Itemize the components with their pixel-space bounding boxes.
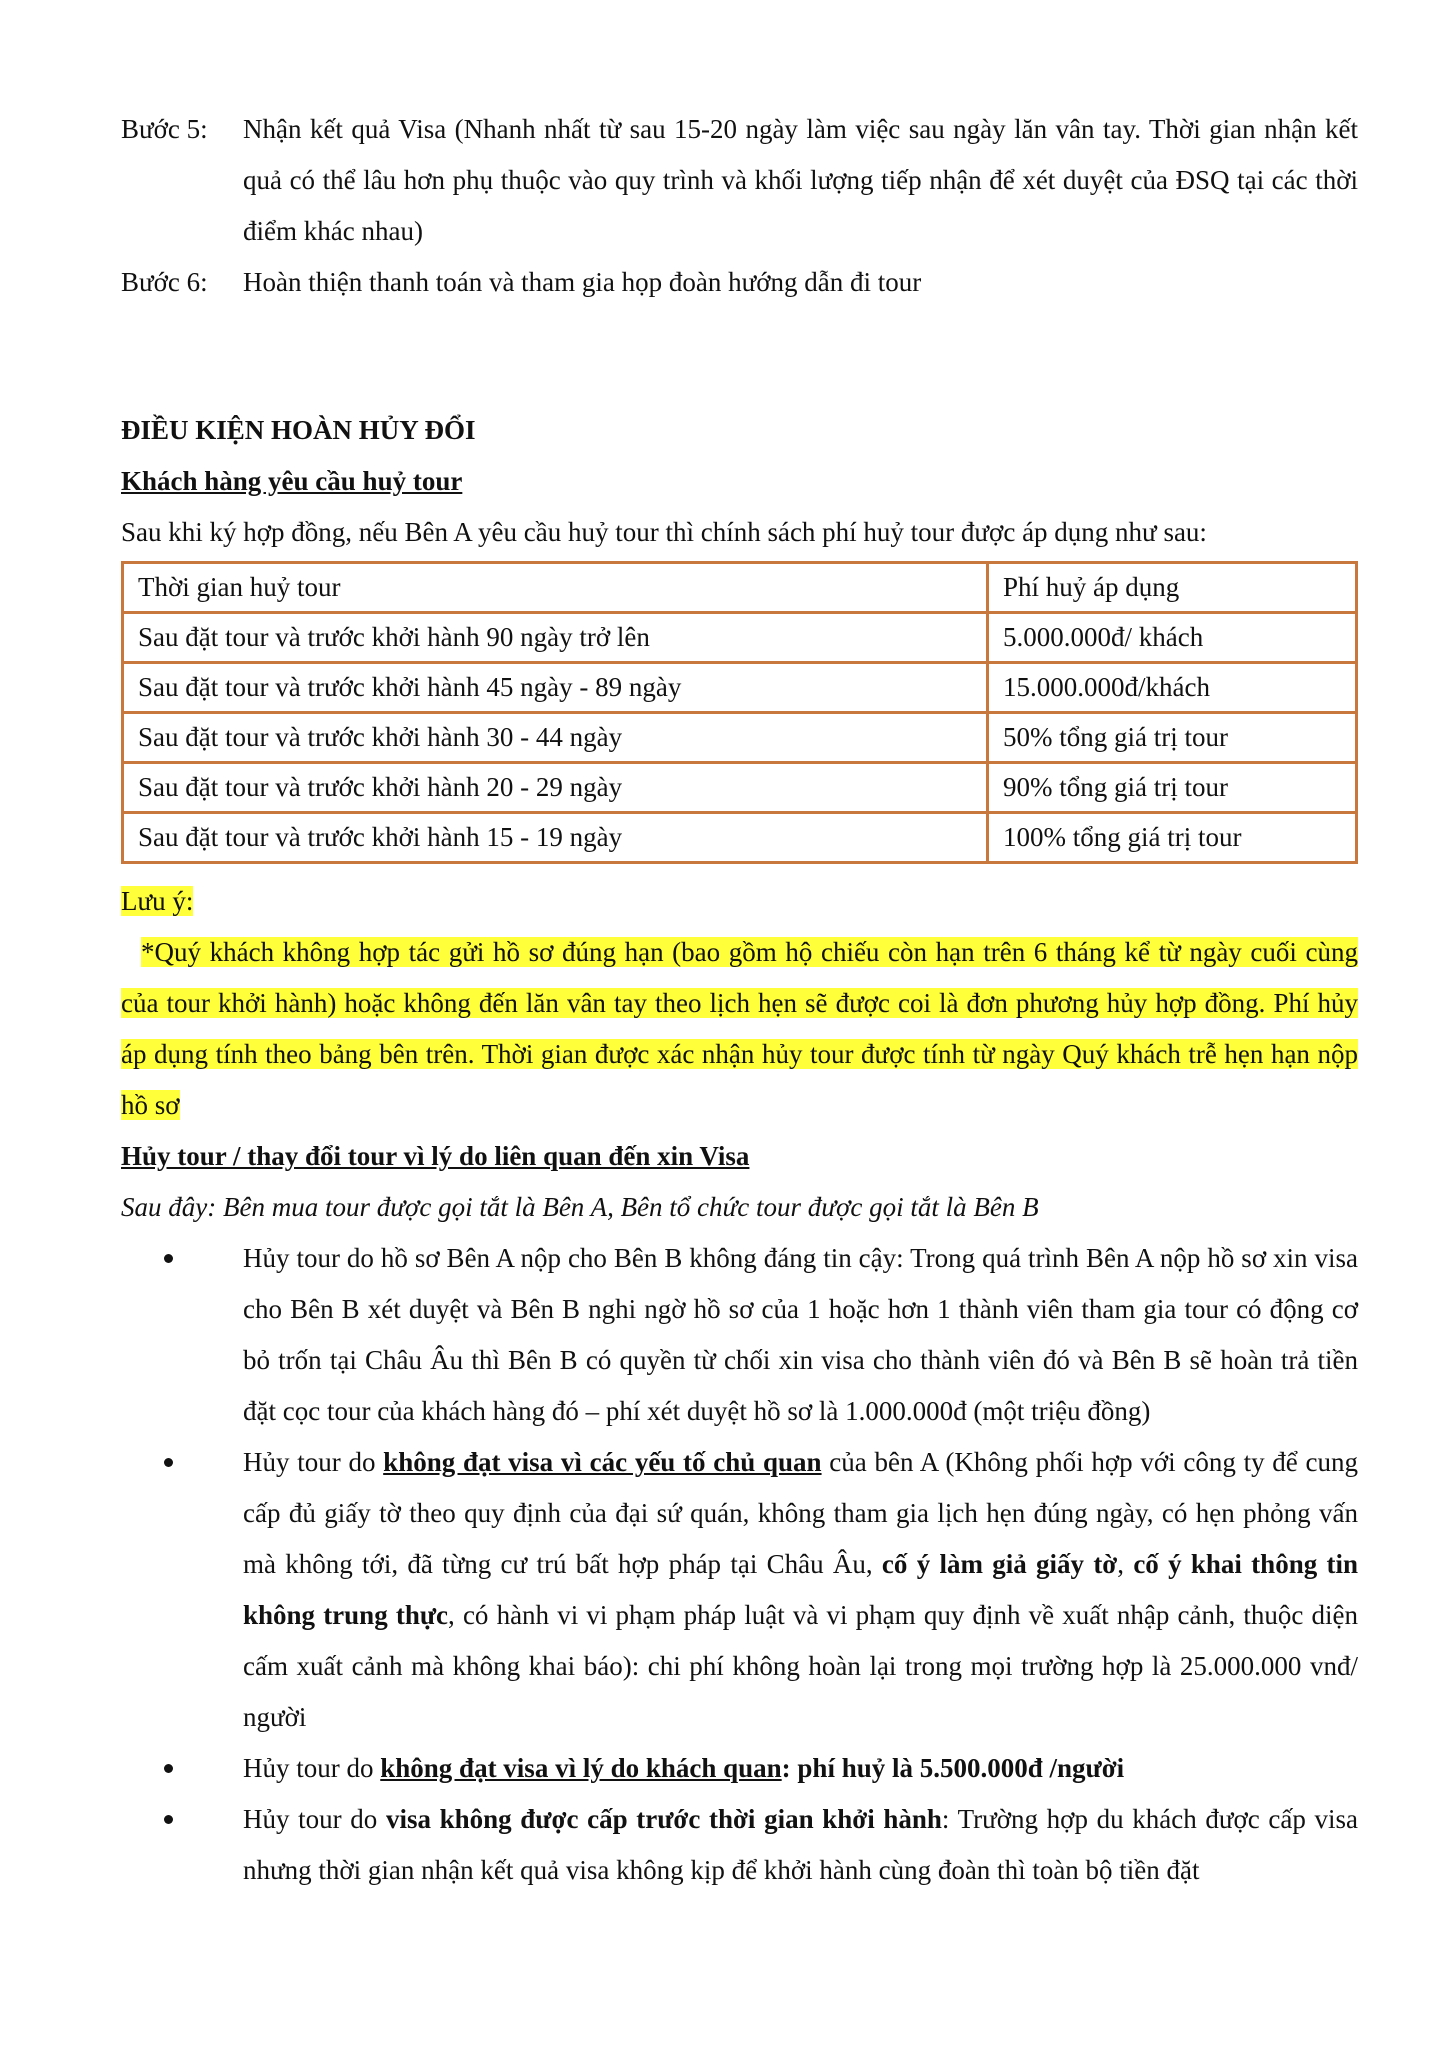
list-item [121, 1794, 1358, 1896]
table-cell: Sau đặt tour và trước khởi hành 20 - 29 ngày [123, 763, 988, 813]
bold-text: visa không được cấp trước thời gian khởi hành [385, 1804, 942, 1834]
steps-list [121, 104, 1358, 308]
text-run: Hủy tour do [243, 1447, 384, 1477]
step-label: Bước 6: [121, 267, 208, 297]
note-text: *Quý khách không hợp tác gửi hồ sơ đúng hạn (bao gồm hộ chiếu còn hạn trên 6 tháng kể từ ngày cuối cùng của tour khởi hành) hoặc không đến lăn vân tay theo lịch hẹn sẽ được coi là đơn phương hủy hợp đồng. Phí hủy áp dụng tính theo bảng bên trên. Thời gian được xác nhận hủy tour được tính từ ngày Quý khách trễ hẹn hạn nộp hồ sơ [121, 937, 1358, 1120]
underlined-bold-text: không đạt visa vì lý do khách quan [380, 1753, 782, 1783]
table-cell: Sau đặt tour và trước khởi hành 45 ngày - 89 ngày [123, 663, 988, 713]
bullet-text: Hủy tour do hồ sơ Bên A nộp cho Bên B không đáng tin cậy: Trong quá trình Bên A nộp hồ sơ xin visa cho Bên B xét duyệt và Bên B nghi ngờ hồ sơ của 1 hoặc hơn 1 thành viên tham gia tour có động cơ bỏ trốn tại Châu Âu thì Bên B có quyền từ chối xin visa cho thành viên đó và Bên B sẽ hoàn trả tiền đặt cọc tour của khách hàng đó – phí xét duyệt hồ sơ là 1.000.000đ (một triệu đồng) [243, 1243, 1358, 1426]
text-run: Hủy tour do [243, 1753, 381, 1783]
table-row [123, 813, 1357, 863]
bullet-text [243, 1743, 1358, 1794]
text-run: , có hành vi vi phạm pháp luật và vi phạm quy định về xuất nhập cảnh, thuộc diện cấm xuất cảnh mà không khai báo): chi phí không hoàn lại trong mọi trường hợp là 25.000.000 vnđ/ người [243, 1600, 1358, 1732]
step-text: Nhận kết quả Visa (Nhanh nhất từ sau 15-20 ngày làm việc sau ngày lăn vân tay. Thời gian nhận kết quả có thể lâu hơn phụ thuộc vào quy trình và khối lượng tiếp nhận để xét duyệt của ĐSQ tại các thời điểm khác nhau) [243, 114, 1358, 246]
text-run: của bên A (Không phối hợp với công ty để cung cấp đủ giấy tờ theo quy định của đại sứ quán, không tham gia lịch hẹn đúng ngày, có hẹn phỏng vấn mà không tới, đã từng cư trú bất hợp pháp tại Châu Âu, [243, 1447, 1358, 1579]
table-header-cell: Thời gian huỷ tour [123, 563, 988, 613]
table-row [123, 713, 1357, 763]
section-title: ĐIỀU KIỆN HOÀN HỦY ĐỔI [121, 415, 476, 445]
step-6 [121, 257, 1358, 308]
party-definition: Sau đây: Bên mua tour được gọi tắt là Bên A, Bên tổ chức tour được gọi tắt là Bên B [121, 1192, 1039, 1222]
underlined-bold-text: không đạt visa vì các yếu tố chủ quan [383, 1447, 822, 1477]
bullet-icon [121, 1794, 243, 1896]
note-label: Lưu ý: [121, 886, 194, 916]
list-item [121, 1743, 1358, 1794]
bold-text: cố ý làm giả giấy tờ [881, 1549, 1118, 1579]
visa-cancel-bullets [121, 1233, 1358, 1896]
table-cell: Sau đặt tour và trước khởi hành 15 - 19 ngày [123, 813, 988, 863]
table-cell: 90% tổng giá trị tour [988, 763, 1357, 813]
step-text: Hoàn thiện thanh toán và tham gia họp đoàn hướng dẫn đi tour [243, 267, 922, 297]
cancellation-fee-table [121, 561, 1358, 864]
table-row [123, 663, 1357, 713]
text-run: , [1117, 1549, 1134, 1579]
table-cell: 100% tổng giá trị tour [988, 813, 1357, 863]
customer-cancel-intro: Sau khi ký hợp đồng, nếu Bên A yêu cầu huỷ tour thì chính sách phí huỷ tour được áp dụng như sau: [121, 517, 1207, 547]
list-item [121, 1437, 1358, 1743]
table-cell: 50% tổng giá trị tour [988, 713, 1357, 763]
bullet-text [243, 1794, 1358, 1896]
bullet-icon [121, 1743, 243, 1794]
bold-text: : phí huỷ là 5.500.000đ /người [781, 1753, 1125, 1783]
bold-text: cố ý khai thông tin không trung thực [243, 1549, 1358, 1630]
visa-cancel-heading: Hủy tour / thay đổi tour vì lý do liên quan đến xin Visa [121, 1141, 750, 1171]
table-cell: Sau đặt tour và trước khởi hành 90 ngày trở lên [123, 613, 988, 663]
note-label-line [121, 876, 1358, 927]
table-cell: 5.000.000đ/ khách [988, 613, 1357, 663]
text-run: : Trường hợp du khách được cấp visa nhưng thời gian nhận kết quả visa không kịp để khởi hành cùng đoàn thì toàn bộ tiền đặt [243, 1804, 1358, 1885]
note-paragraph [121, 927, 1358, 1131]
table-header-row [123, 563, 1357, 613]
bullet-icon [121, 1233, 243, 1437]
step-5 [121, 104, 1358, 257]
list-item [121, 1233, 1358, 1437]
table-row [123, 613, 1357, 663]
table-header-cell: Phí huỷ áp dụng [988, 563, 1357, 613]
table-cell: Sau đặt tour và trước khởi hành 30 - 44 ngày [123, 713, 988, 763]
bullet-icon [121, 1437, 243, 1743]
table-row [123, 763, 1357, 813]
text-run: Hủy tour do [243, 1804, 386, 1834]
customer-cancel-heading: Khách hàng yêu cầu huỷ tour [121, 466, 463, 496]
table-cell: 15.000.000đ/khách [988, 663, 1357, 713]
bullet-text [243, 1437, 1358, 1743]
step-label: Bước 5: [121, 114, 208, 144]
note-block [121, 876, 1358, 1131]
